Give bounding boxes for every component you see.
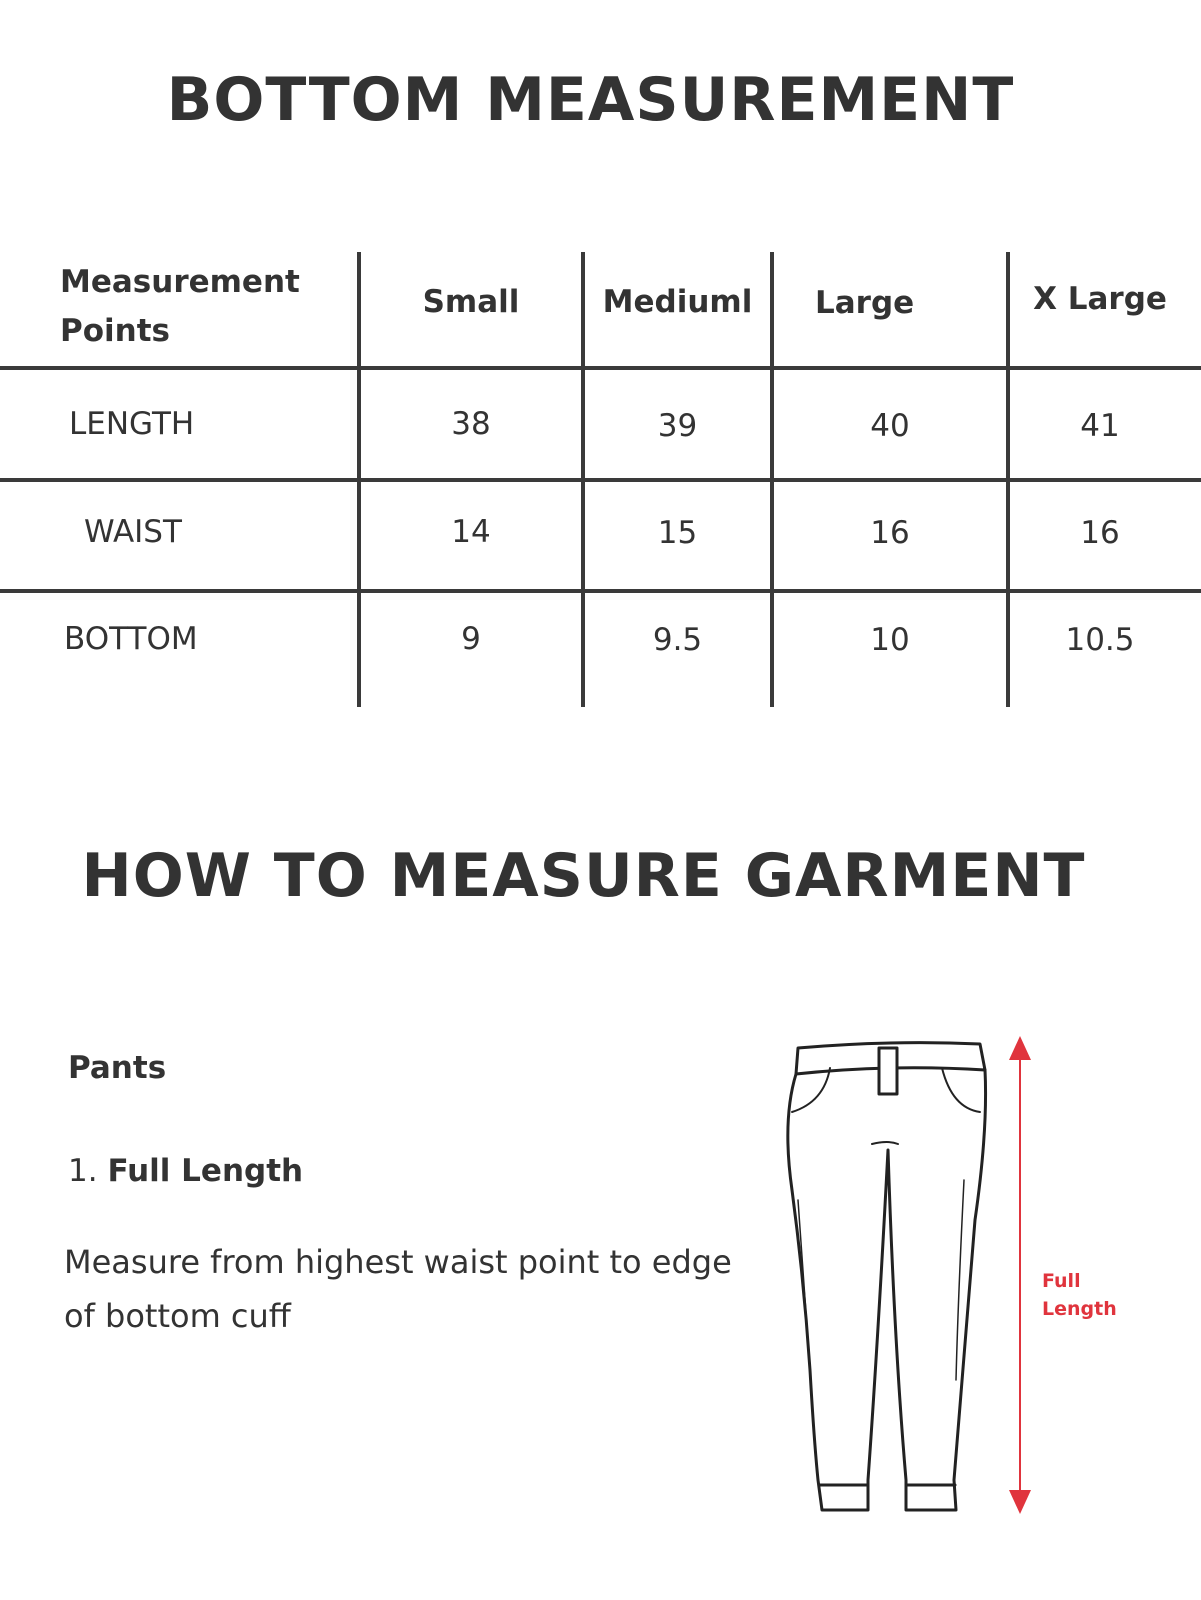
page-title: BOTTOM MEASUREMENT: [166, 65, 1015, 135]
row-label-bottom: BOTTOM: [64, 621, 198, 657]
header-small: Small: [422, 284, 520, 320]
table-cell: 40: [870, 408, 910, 444]
header-xlarge: X Large: [1033, 281, 1167, 317]
section-title: HOW TO MEASURE GARMENT: [81, 841, 1086, 911]
header-medium: Mediuml: [602, 284, 753, 320]
table-cell: 9.5: [652, 622, 703, 658]
step-heading: [68, 1153, 303, 1189]
table-cell: 9: [461, 621, 481, 657]
table-cell: 16: [870, 515, 910, 551]
header-measurement-points: Measurement Points: [60, 264, 300, 349]
header-large: Large: [815, 285, 915, 321]
table-divider: [0, 589, 1201, 593]
table-cell: 10: [870, 622, 910, 658]
pocket-right: [942, 1068, 980, 1112]
table-cell: 38: [451, 406, 491, 442]
step-title: Full Length: [107, 1153, 304, 1189]
step-description: Measure from highest waist point to edge of bottom cuff: [64, 1243, 732, 1335]
table-cell: 10.5: [1065, 622, 1135, 658]
step-number: 1.: [68, 1153, 98, 1189]
table-divider: [0, 366, 1201, 370]
table-cell: 15: [657, 515, 698, 551]
table-cell: 14: [451, 514, 491, 550]
garment-label: Pants: [68, 1050, 167, 1086]
belt-loop: [879, 1048, 897, 1094]
arrow-label: Full Length: [1042, 1270, 1117, 1320]
full-length-arrow: [1005, 1036, 1035, 1514]
table-divider: [0, 478, 1201, 482]
row-label-length: LENGTH: [69, 406, 195, 442]
table-cell: 16: [1080, 515, 1120, 551]
table-cell: 39: [657, 408, 698, 444]
row-label-waist: WAIST: [84, 514, 182, 550]
table-cell: 41: [1080, 408, 1120, 444]
pants-outline: [788, 1070, 986, 1510]
